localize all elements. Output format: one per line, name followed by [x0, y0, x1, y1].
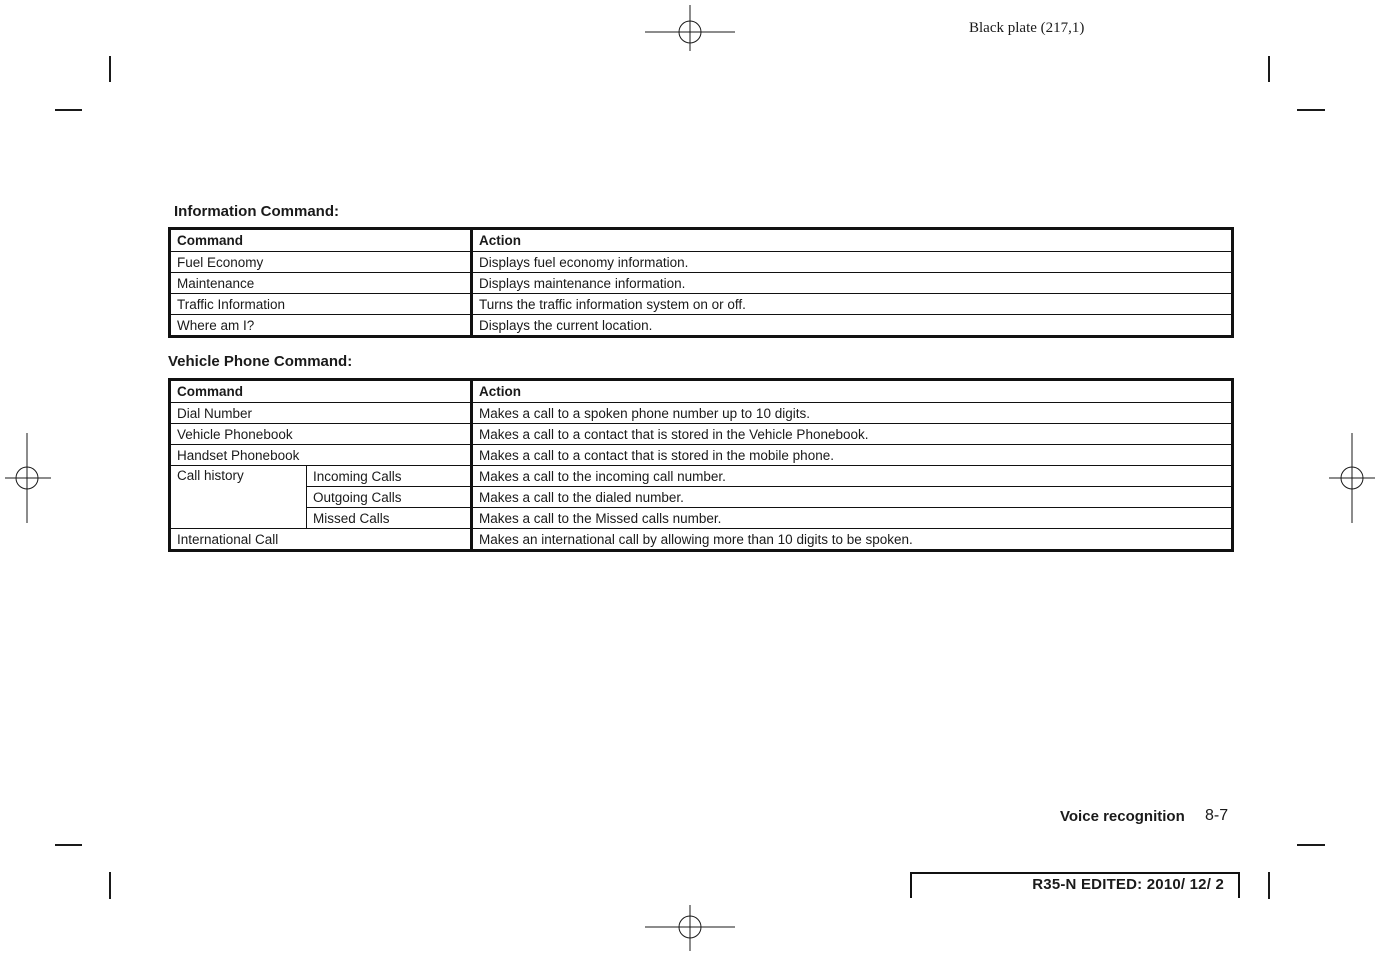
table-row — [170, 508, 1233, 529]
command-cell: Maintenance — [170, 273, 472, 294]
table-row — [170, 252, 1233, 273]
action-cell: Displays maintenance information. — [472, 273, 1233, 294]
registration-mark-top — [645, 5, 735, 51]
table-row — [170, 273, 1233, 294]
crop-mark — [1268, 872, 1270, 899]
vehicle-phone-command-table — [168, 378, 1234, 552]
page-number: 8-7 — [1205, 807, 1229, 824]
table-row — [170, 315, 1233, 337]
edited-stamp: R35-N EDITED: 2010/ 12/ 2 — [1032, 876, 1224, 893]
crop-mark — [109, 56, 111, 82]
crop-mark — [55, 844, 82, 846]
information-command-title: Information Command: — [174, 203, 339, 220]
crop-mark — [1297, 844, 1325, 846]
command-cell: Vehicle Phonebook — [170, 424, 472, 445]
command-column-header: Command — [170, 380, 472, 403]
table-row — [170, 445, 1233, 466]
action-cell: Makes a call to the incoming call number. — [472, 466, 1233, 487]
information-command-table — [168, 227, 1234, 338]
registration-mark-left — [5, 433, 51, 523]
table-header-row — [170, 380, 1233, 403]
command-subcell: Incoming Calls — [307, 466, 472, 487]
table-row — [170, 487, 1233, 508]
command-cell: Handset Phonebook — [170, 445, 472, 466]
action-cell: Turns the traffic information system on or off. — [472, 294, 1233, 315]
table-row — [170, 294, 1233, 315]
command-column-header: Command — [170, 229, 472, 252]
command-cell: Fuel Economy — [170, 252, 472, 273]
command-cell: International Call — [170, 529, 472, 551]
command-cell: Dial Number — [170, 403, 472, 424]
command-subcell: Outgoing Calls — [307, 487, 472, 508]
edited-stamp-box — [910, 872, 1240, 898]
action-cell: Makes a call to the Missed calls number. — [472, 508, 1233, 529]
action-cell: Makes a call to a contact that is stored in the mobile phone. — [472, 445, 1233, 466]
registration-mark-right — [1329, 433, 1375, 523]
action-cell: Displays fuel economy information. — [472, 252, 1233, 273]
table-row — [170, 466, 1233, 487]
command-subcell: Missed Calls — [307, 508, 472, 529]
crop-mark — [109, 872, 111, 899]
table-row — [170, 403, 1233, 424]
crop-mark — [1297, 109, 1325, 111]
action-cell: Makes an international call by allowing more than 10 digits to be spoken. — [472, 529, 1233, 551]
call-history-cell: Call history — [170, 466, 307, 529]
action-cell: Makes a call to a contact that is stored in the Vehicle Phonebook. — [472, 424, 1233, 445]
table-row — [170, 529, 1233, 551]
action-column-header: Action — [472, 229, 1233, 252]
action-cell: Makes a call to the dialed number. — [472, 487, 1233, 508]
crop-mark — [55, 109, 82, 111]
footer-section-name: Voice recognition — [1060, 808, 1185, 825]
action-column-header: Action — [472, 380, 1233, 403]
command-cell: Traffic Information — [170, 294, 472, 315]
vehicle-phone-command-title: Vehicle Phone Command: — [168, 353, 353, 370]
plate-label: Black plate (217,1) — [969, 20, 1085, 36]
action-cell: Displays the current location. — [472, 315, 1233, 337]
registration-mark-bottom — [645, 905, 735, 951]
table-header-row — [170, 229, 1233, 252]
table-row — [170, 424, 1233, 445]
command-cell: Where am I? — [170, 315, 472, 337]
crop-mark — [1268, 56, 1270, 82]
action-cell: Makes a call to a spoken phone number up to 10 digits. — [472, 403, 1233, 424]
